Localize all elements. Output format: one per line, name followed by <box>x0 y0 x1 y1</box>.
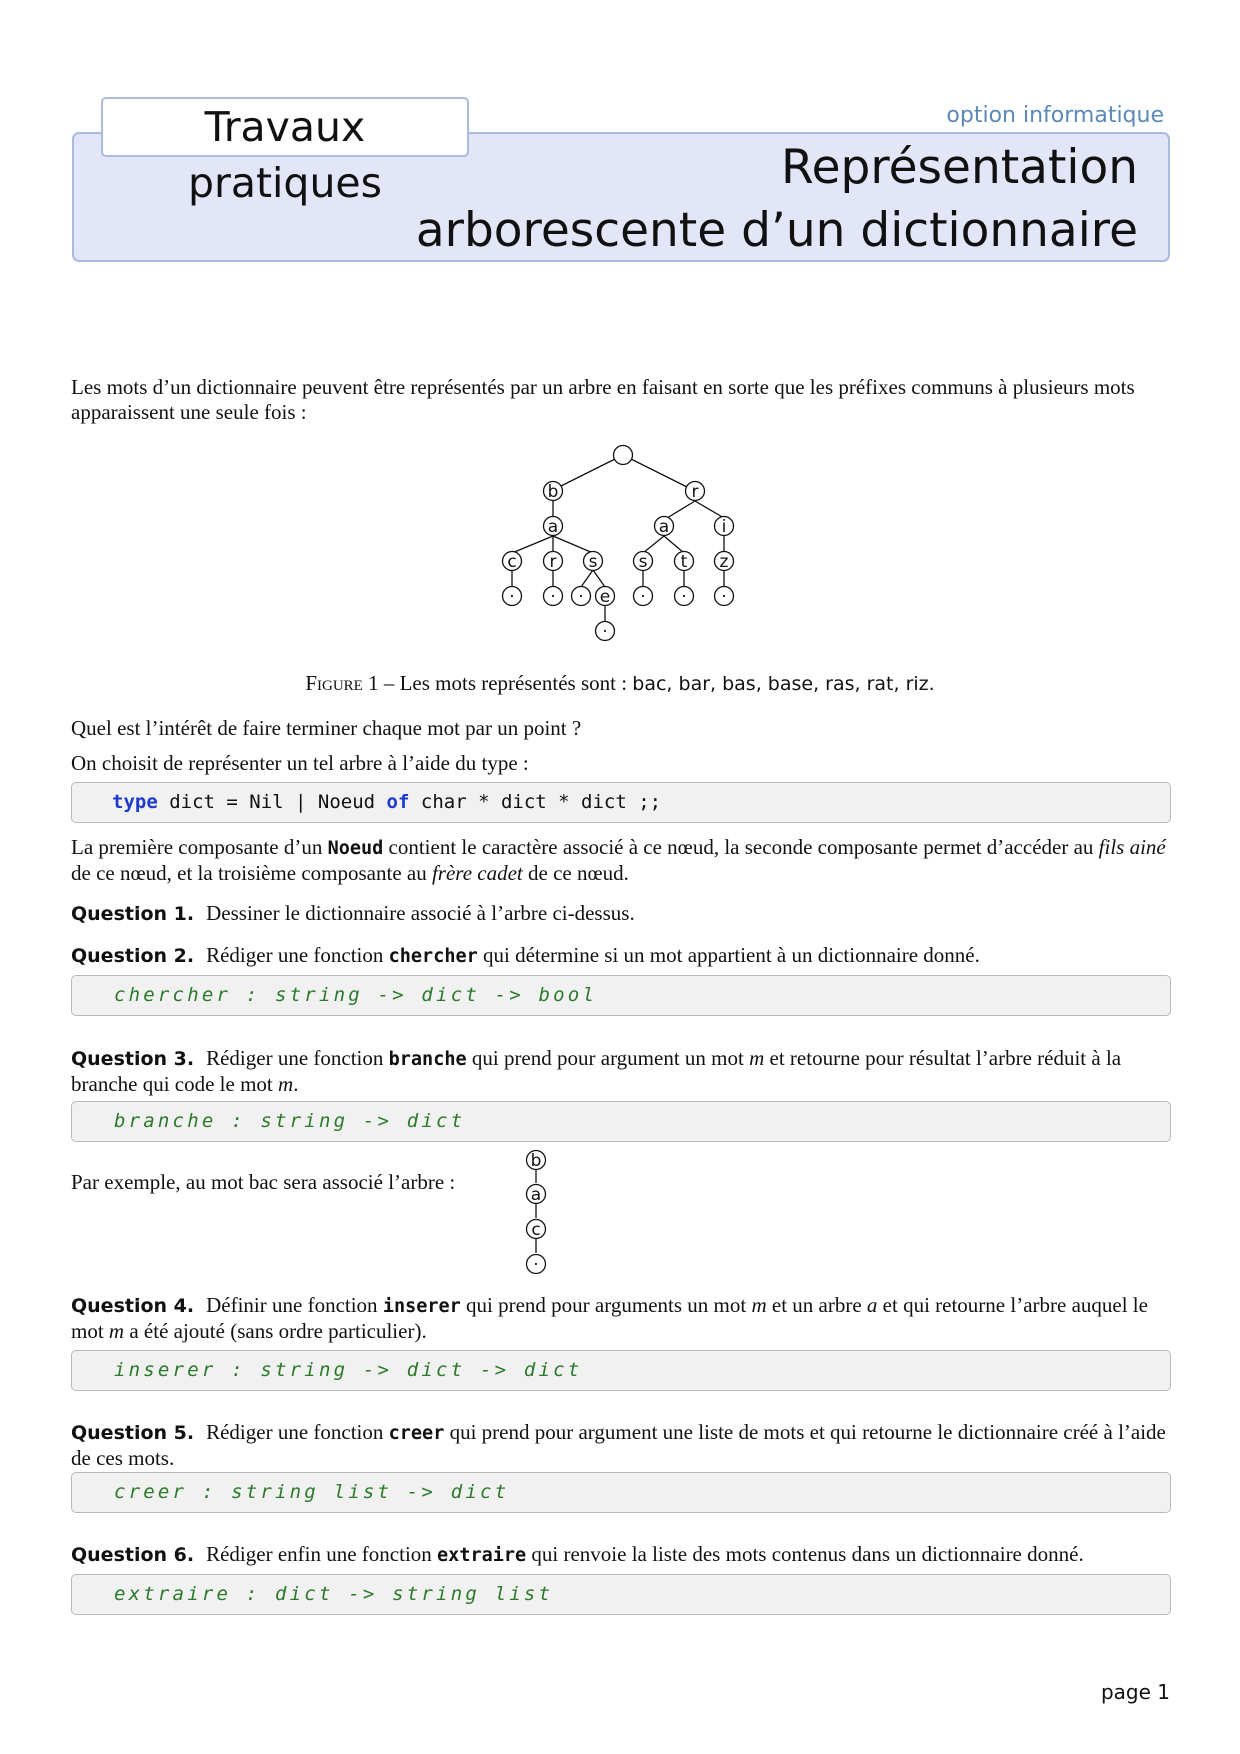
tree-label: · <box>721 587 727 607</box>
creer-code: creer <box>388 1423 445 1444</box>
tree-label: · <box>533 1255 539 1275</box>
tree-label: b <box>530 1151 542 1171</box>
intro-paragraph: Les mots d’un dictionnaire peuvent être représentés par un arbre en faisant en sorte que les préfixes communs à plusieurs mots apparaissent une seule fois : <box>71 375 1135 424</box>
tree-node-root <box>614 446 633 465</box>
code-text: dict = Nil | Noeud <box>157 791 387 813</box>
tree-edge <box>664 536 684 553</box>
type-intro: On choisit de représenter un tel arbre à l’aide du type : <box>71 751 529 775</box>
figure-caption <box>0 671 1240 696</box>
tree-label: · <box>550 587 556 607</box>
title-line-1: Représentation <box>781 140 1138 195</box>
chercher-signature-box <box>71 975 1171 1016</box>
tree-label: a <box>658 517 670 537</box>
tree-edge <box>593 570 605 587</box>
tree-label: e <box>599 587 611 607</box>
tree-labels <box>507 482 728 642</box>
question-3-heading: Question 3. <box>71 1048 195 1070</box>
inserer-signature-box <box>71 1350 1171 1391</box>
question-4: Question 4. Définir une fonction inserer qui prend pour arguments un mot m et un arbre a et qui retourne l’arbre auquel le mot m a été ajouté (sans ordre particulier). <box>71 1293 1148 1343</box>
tree-edge <box>553 536 593 553</box>
tree-label: b <box>547 482 559 502</box>
keyword-of: of <box>386 791 410 813</box>
inserer-signature: inserer : string -> dict -> dict <box>114 1359 583 1381</box>
tree-label: a <box>530 1185 542 1205</box>
tree-label: c <box>531 1220 541 1240</box>
example-text: Par exemple, au mot bac sera associé l’arbre : <box>71 1170 456 1194</box>
type-code-block <box>71 782 1171 823</box>
tree-edge <box>667 501 695 518</box>
tree-label: z <box>719 552 729 572</box>
page-number: page 1 <box>1100 1680 1170 1704</box>
tree-label: a <box>547 517 559 537</box>
chercher-signature: chercher : string -> dict -> bool <box>114 984 598 1006</box>
extraire-code: extraire <box>437 1545 527 1566</box>
question-2: Question 2. Rédiger une fonction chercher qui détermine si un mot appartient à un dictionnaire donné. <box>71 943 980 967</box>
creer-signature: creer : string list -> dict <box>114 1481 510 1503</box>
question-6: Question 6. Rédiger enfin une fonction extraire qui renvoie la liste des mots contenus dans un dictionnaire donné. <box>71 1542 1084 1566</box>
extraire-signature-box <box>71 1574 1171 1615</box>
question-2-heading: Question 2. <box>71 945 195 967</box>
caption-separator: – <box>378 671 400 695</box>
tp-label: Travaux pratiques <box>101 97 469 157</box>
option-label: option informatique <box>946 103 1164 128</box>
question-5-heading: Question 5. <box>71 1422 195 1444</box>
point-question: Quel est l’intérêt de faire terminer chaque mot par un point ? <box>71 716 582 740</box>
tree-label: s <box>638 552 648 572</box>
tree-label: · <box>578 587 584 607</box>
question-3: Question 3. Rédiger une fonction branche qui prend pour argument un mot m et retourne pour résultat l’arbre réduit à la branche qui code le mot m. <box>71 1046 1122 1096</box>
question-4-heading: Question 4. <box>71 1295 195 1317</box>
tree-edge <box>581 570 593 587</box>
tree-label: · <box>681 587 687 607</box>
frere-cadet: frère cadet <box>431 861 523 885</box>
branche-signature: branche : string -> dict <box>114 1110 466 1132</box>
description-paragraph: La première composante d’un Noeud contient le caractère associé à ce nœud, la seconde composante permet d’accéder au fils ainé de ce nœud, et la troisième composante au frère cadet de ce nœud. <box>71 835 1166 885</box>
question-1: Question 1. Dessiner le dictionnaire associé à l’arbre ci-dessus. <box>71 901 635 925</box>
tree-label: c <box>507 552 517 572</box>
keyword-type: type <box>112 791 158 813</box>
question-1-heading: Question 1. <box>71 903 195 925</box>
figure-label: Figure 1 <box>305 671 379 695</box>
tree-label: t <box>680 552 688 572</box>
question-6-heading: Question 6. <box>71 1544 195 1566</box>
title-line-2: arborescente d’un dictionnaire <box>415 203 1138 258</box>
caption-words: bac, bar, bas, base, ras, rat, riz. <box>632 673 935 695</box>
creer-signature-box <box>71 1472 1171 1513</box>
tree-label: · <box>640 587 646 607</box>
fils-aine: fils ainé <box>1098 835 1166 859</box>
tree-edge <box>643 536 664 553</box>
dictionary-tree-figure <box>0 0 1240 660</box>
chercher-code: chercher <box>388 946 478 967</box>
question-5: Question 5. Rédiger une fonction creer qui prend pour argument une liste de mots et qui retourne le dictionnaire créé à l’aide de ces mots. <box>71 1420 1166 1470</box>
example-branch-tree <box>520 1148 560 1278</box>
tree-label: r <box>549 552 557 572</box>
tree-label: s <box>588 552 598 572</box>
tree-label: · <box>602 622 608 642</box>
noeud-code: Noeud <box>327 838 384 859</box>
tree-edge <box>551 455 623 491</box>
tree-label: i <box>721 517 727 537</box>
extraire-signature: extraire : dict -> string list <box>114 1583 554 1605</box>
tree-edge <box>623 455 695 491</box>
tree-edge <box>695 501 724 518</box>
code-text: char * dict * dict ;; <box>409 791 662 813</box>
tree-label: r <box>691 482 699 502</box>
tree-label: · <box>509 587 515 607</box>
branche-signature-box <box>71 1101 1171 1142</box>
tree-edge <box>512 536 553 553</box>
branche-code: branche <box>388 1049 467 1070</box>
caption-text: Les mots représentés sont : <box>399 671 633 695</box>
inserer-code: inserer <box>382 1296 461 1317</box>
